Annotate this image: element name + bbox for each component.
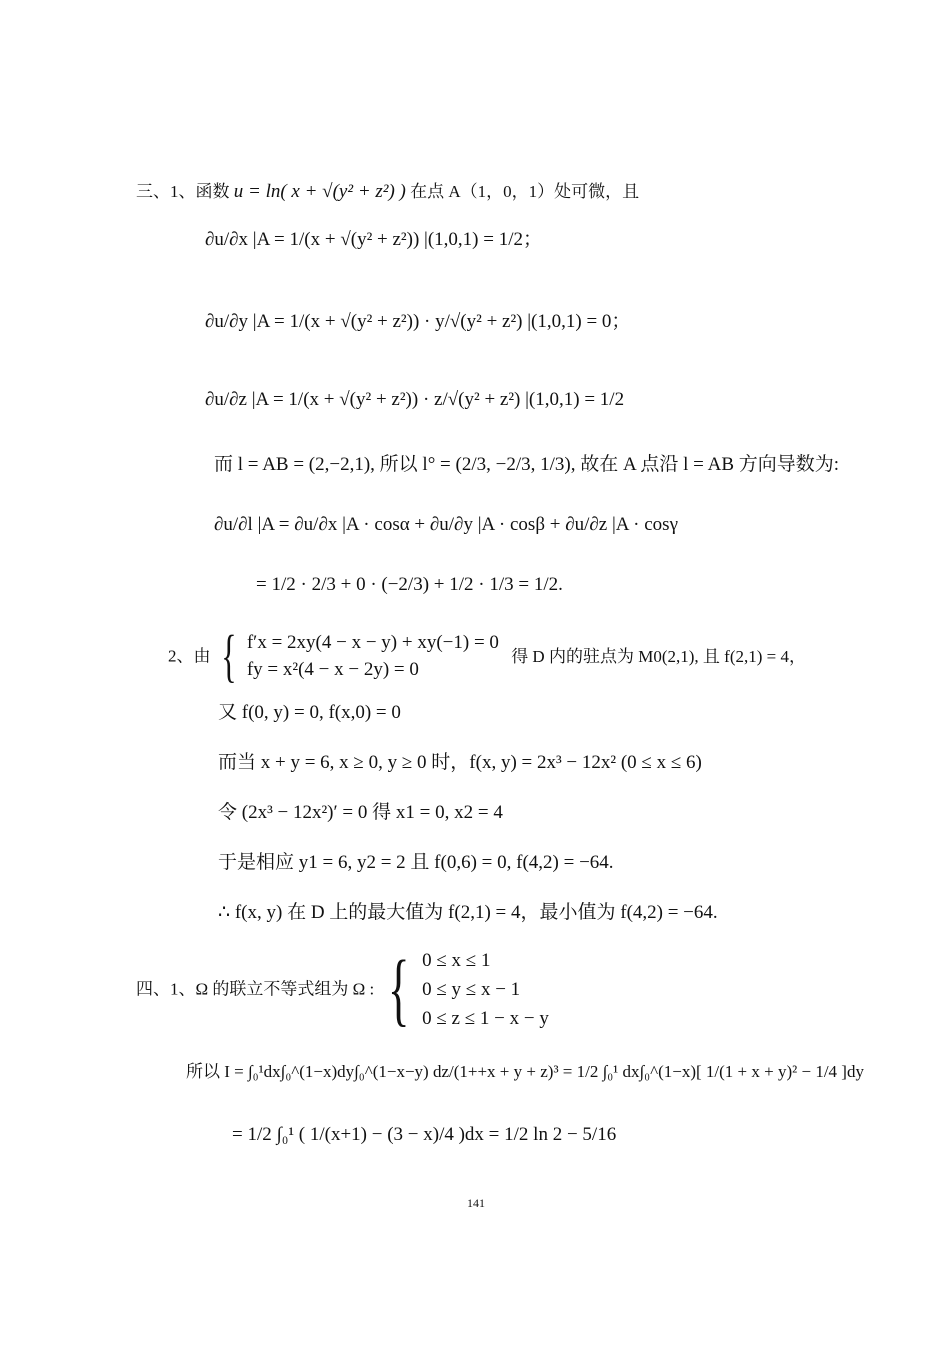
section4-prefix: 四、1、Ω 的联立不等式组为 Ω :	[136, 979, 375, 999]
conclusion-text: ∴ f(x, y) 在 D 上的最大值为 f(2,1) = 4，最小值为 f(4,2) = −64.	[218, 902, 718, 923]
function-expression: u = ln( x + √(y² + z²) )	[233, 181, 406, 202]
conclusion-line	[218, 903, 718, 922]
intro-prefix: 三、1、函数	[136, 182, 230, 201]
boundary-line-c	[218, 803, 503, 822]
directional-derivative-value-text: = 1/2 · 2/3 + 0 · (−2/3) + 1/2 · 1/3 = 1/2.	[256, 574, 563, 595]
boundary-line-d-text: 于是相应 y1 = 6, y2 = 2 且 f(0,6) = 0, f(4,2) = −64.	[218, 852, 614, 873]
boundary-line-b-text: 而当 x + y = 6, x ≥ 0, y ≥ 0 时，f(x, y) = 2x³ − 12x² (0 ≤ x ≤ 6)	[218, 752, 702, 773]
system-prefix: 2、由	[168, 646, 211, 666]
left-brace: {	[221, 623, 237, 688]
direction-vector-text: 而 l = AB = (2,−2,1), 所以 l° = (2/3, −2/3, 1/3), 故在 A 点沿 l = AB 方向导数为:	[214, 454, 840, 475]
partial-u-x	[205, 230, 542, 249]
partial-u-x-text: ∂u/∂x |A = 1/(x + √(y² + z²)) |(1,0,1) = 1/2；	[205, 229, 542, 250]
inequality-stack	[422, 951, 549, 1028]
partial-u-z	[205, 390, 624, 409]
partial-u-z-text: ∂u/∂z |A = 1/(x + √(y² + z²)) · z/√(y² + z²) |(1,0,1) = 1/2	[205, 389, 625, 410]
intro-suffix: 在点 A（1，0，1）处可微，且	[410, 182, 640, 201]
inequality-y: 0 ≤ y ≤ x − 1	[422, 978, 521, 1000]
stationary-point-result: 得 D 内的驻点为 M0(2,1), 且 f(2,1) = 4，	[511, 646, 806, 666]
section3-intro	[136, 182, 639, 201]
partial-u-y-text: ∂u/∂y |A = 1/(x + √(y² + z²)) · y/√(y² + z²) |(1,0,1) = 0；	[205, 311, 631, 332]
equation-fx: f′x = 2xy(4 − x − y) + xy(−1) = 0	[246, 632, 499, 653]
directional-derivative-text: ∂u/∂l |A = ∂u/∂x |A · cosα + ∂u/∂y |A · cosβ + ∂u/∂z |A · cosγ	[214, 514, 678, 535]
page-number: 141	[467, 1196, 485, 1210]
directional-derivative-value	[256, 575, 563, 594]
boundary-line-a-text: 又 f(0, y) = 0, f(x,0) = 0	[218, 702, 401, 723]
triple-integral-line	[186, 1063, 864, 1080]
integral-result-text: = 1/2 ∫₀¹ ( 1/(x+1) − (3 − x)/4 )dx = 1/2 ln 2 − 5/16	[232, 1124, 617, 1145]
boundary-line-a	[218, 703, 401, 722]
boundary-line-c-text: 令 (2x³ − 12x²)′ = 0 得 x1 = 0, x2 = 4	[218, 802, 503, 823]
system-equations	[168, 623, 806, 688]
inequality-z: 0 ≤ z ≤ 1 − x − y	[422, 1007, 549, 1029]
triple-integral-text: 所以 I = ∫₀¹dx∫₀^(1−x)dy∫₀^(1−x−y) dz/(1++x + y + z)³ = 1/2 ∫₀¹ dx∫₀^(1−x)[ 1/(1 + x + y)² − 1/4 ]dy	[186, 1062, 864, 1081]
direction-vector-line	[214, 455, 839, 474]
partial-u-y	[205, 312, 630, 331]
boundary-line-d	[218, 853, 614, 872]
inequality-system	[136, 943, 549, 1034]
integral-result-line	[232, 1125, 616, 1144]
equation-stack	[247, 633, 499, 679]
left-brace-large: {	[387, 943, 410, 1034]
inequality-x: 0 ≤ x ≤ 1	[422, 949, 491, 971]
equation-fy: fy = x²(4 − x − 2y) = 0	[246, 659, 419, 680]
directional-derivative	[214, 515, 678, 534]
boundary-line-b	[218, 753, 702, 772]
